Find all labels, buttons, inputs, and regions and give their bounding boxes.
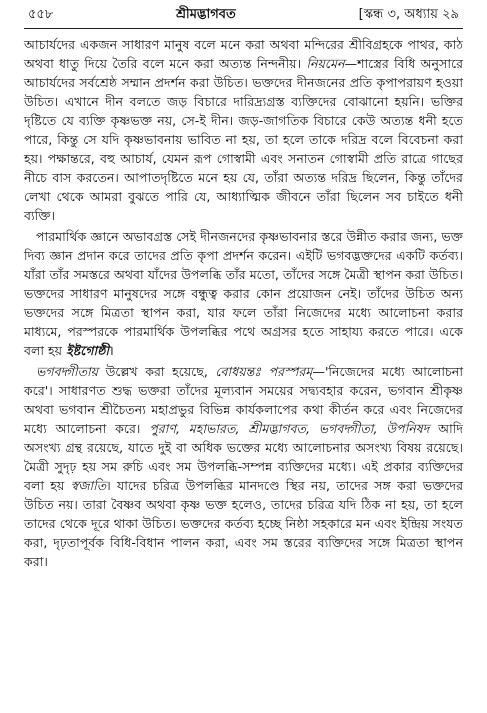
chapter-reference: [স্কন্ধ ৩, অধ্যায় ২৯ [358,7,459,22]
sanskrit-term: স্বজাতি [70,478,107,493]
book-reference: ভগবদ্গীতায় [36,364,99,379]
text-run: । যাদের চরিত্র উপলব্ধির মানদণ্ডে স্থির নয়, তাদের সঙ্গ করা ভক্তদের উচিত নয়। তারা বৈষ্ণব অথবা কৃষ্ণ ভক্ত হলেও, তাদের চরিত্র যদি ঠিক না হয়, তা হলে তাদের থেকে দূরে থাকা উচিত। ভক্তদের কর্তব্য হচ্ছে নিষ্ঠা সহকারে মন এবং ইন্দ্রিয় সংযত করা, দৃঢ়তাপূর্বক বিধি-বিধান পালন করা, এবং সম স্তরের ব্যক্তিদের সঙ্গে মিত্রতা স্থাপন করা। [24,478,463,569]
paragraph-3 [24,362,463,571]
text-run: —'নিজেদের মধ্যে আলোচনা করে'। সাধারণত শুদ্ধ ভক্তরা তাঁদের মূল্যবান সময়ের সদ্ব্যবহার করেন, ভগবান শ্রীকৃষ্ণ অথবা ভগবান শ্রীচৈতন্য মহাপ্রভুর বিভিন্ন কার্যকলাপের কথা কীর্তন করে এবং নিজেদের মধ্যে আলোচনা করে। [24,364,463,436]
page-number: ৫৫৮ [28,7,54,22]
text-run: । [108,343,114,358]
paragraph-2 [24,227,463,360]
text-run: আদি অসংখ্য গ্রন্থ রয়েছে, যাতে দুই বা অধিক ভক্তের মধ্যে আলোচনার অসংখ্য বিষয় রয়েছে। মৈত্রী সুদৃঢ় হয় সম রুচি এবং সম উপলব্ধি-সম্পন্ন ব্যক্তিদের মধ্যে। এই প্রকার ব্যক্তিদের বলা হয় [24,421,463,493]
text-run: আচার্যদের একজন সাধারণ মানুষ বলে মনে করা অথবা মন্দিরের শ্রীবিগ্রহকে পাথর, কাঠ অথবা ধাতু দিয়ে তৈরি বলে মনে করা অত্যন্ত নিন্দনীয়। [24,37,463,71]
page-body [24,35,463,571]
page-header [24,6,463,29]
text-run: —শাস্ত্রের বিধি অনুসারে আচার্যদের সর্বশ্রেষ্ঠ সম্মান প্রদর্শন করা উচিত। ভক্তদের দীনজনের প্রতি কৃপাপরায়ণ হওয়া উচিত। এখানে দীন বলতে জড় বিচারে দারিদ্র্যগ্রস্ত ব্যক্তিদের বোঝানো হয়নি। ভক্তির দৃষ্টিতে যে ব্যক্তি কৃষ্ণভক্ত নয়, সে-ই দীন। জড়-জাগতিক বিচারে কেউ অত্যন্ত ধনী হতে পারে, কিন্তু সে যদি কৃষ্ণভাবনায় ভাবিত না হয়, তা হলে তাকে দরিদ্র বলে বিবেচনা করা হয়। পক্ষান্তরে, বহু আচার্য, যেমন রূপ গোস্বামী এবং সনাতন গোস্বামী প্রতি রাত্রে গাছের নীচে বাস করতেন। আপাতদৃষ্টিতে মনে হয় যে, তাঁরা অত্যন্ত দরিদ্র ছিলেন, কিন্তু তাঁদের লেখা থেকে আমরা বুঝতে পারি যে, আধ্যাত্মিক জীবনে তাঁরা ছিলেন সব চাইতে ধনী ব্যক্তি। [24,56,463,223]
sanskrit-term: নিয়মেন [306,56,345,71]
text-run: উল্লেখ করা হয়েছে, [98,364,216,379]
paragraph-1 [24,35,463,225]
book-title: শ্রীমদ্ভাগবত [176,7,236,22]
text-run: পারমার্থিক জ্ঞানে অভাবগ্রস্ত সেই দীনজনদের কৃষ্ণভাবনার স্তরে উন্নীত করার জন্য, ভক্ত দিব্য জ্ঞান প্রদান করে তাদের প্রতি কৃপা প্রদর্শন করেন। এইটি ভগবদ্ভক্তদের একটি কর্তব্য। যাঁরা তাঁর সমস্তরে অথবা যাঁদের উপলব্ধি তাঁর মতো, তাঁদের সঙ্গে মৈত্রী স্থাপন করা উচিত। ভক্তদের সাধারণ মানুষদের সঙ্গে বন্ধুত্ব করার কোন প্রয়োজন নেই। তাঁদের উচিত অন্য ভক্তদের সঙ্গে মিত্রতা স্থাপন করা, যার ফলে তাঁরা নিজেদের মধ্যে আলোচনা করার মাধ্যমে, পরস্পরকে পারমার্থিক উপলব্ধির পথে অগ্রসর হতে সাহায্য করতে পারে। একে বলা হয় [24,229,463,358]
sanskrit-term: ইষ্টগোষ্ঠী [66,343,109,358]
scripture-list: পুরাণ, মহাভারত, শ্রীমদ্ভাগবত, ভগবদ্গীতা, উপনিষদ [149,421,430,436]
sanskrit-quote: বোধয়ন্তঃ পরস্পরম্ [215,364,313,379]
